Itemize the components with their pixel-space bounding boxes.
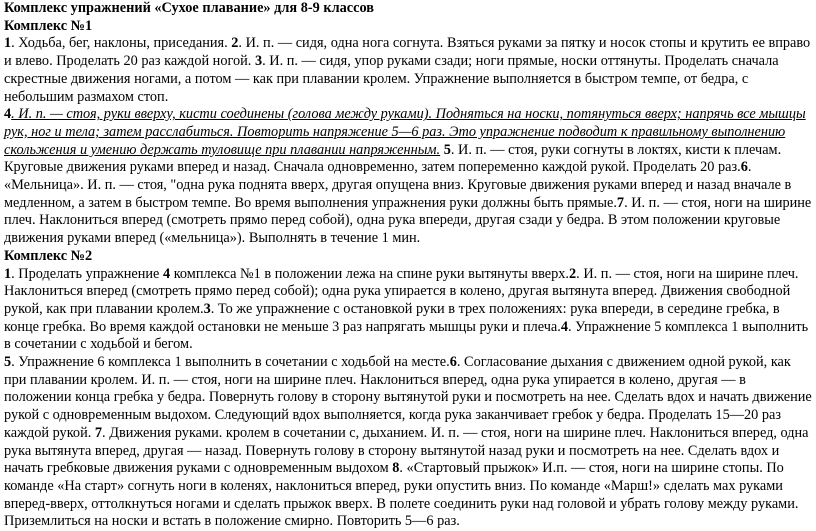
exercise-text: . И. п. — сидя, упор руками сзади; ноги прямые, носки оттянуты. Проделать сначала скрестные движения ногами, а потом — как при плавании кролем. Упражнение выполняется в быстром темпе, от бедра, с небольшим размахом стоп. xyxy=(4,53,779,105)
exercise-number: 6 xyxy=(740,159,748,176)
complex-1-heading: Комплекс №1 xyxy=(4,17,93,34)
complex-2-paragraph-2 xyxy=(4,354,814,531)
exercise-number: 2 xyxy=(569,265,577,282)
exercise-number: 2 xyxy=(231,35,239,52)
exercise-number: 8 xyxy=(392,460,400,477)
exercise-number: 1 xyxy=(4,35,12,52)
exercise-text: . Согласование дыхания с движением одной рукой, как при плавании кролем. И. п. — стоя, ноги на ширине плеч. Наклониться вперед, одна рука упирается в колено, другая — в положении конца гребка у бедра. Повернуть голову в сторону вытянутой руки и посмотреть на нее. Сделать вдох и начать движение рукой с одновременным выдохом. Следующий вдох выполняется, когда рука заканчивает гребок у бедра. Проделать 15—20 раз каждой рукой. xyxy=(4,354,812,441)
exercise-number: 3 xyxy=(254,53,263,70)
exercise-number: 6 xyxy=(449,354,457,371)
complex-1-paragraph xyxy=(4,35,814,106)
exercise-text: . Движения руками. кролем в сочетании с, дыханием. И. п. — стоя, ноги на ширине плеч. Наклониться вперед, одна рука вытянута вперед, другая — назад. Повернуть голову в сторону вытянутой назад руки и посмотреть на нее. Сделать вдох и начать гребковые движения руками с одновременным выдохом xyxy=(4,424,809,477)
exercise-text: . Упражнение 5 комплекса 1 выполнить в сочетании с ходьбой и бегом. xyxy=(4,318,809,353)
exercise-text: . То же упражнение с остановкой руки в трех положениях: рука впереди, в середине гребка, в конце гребка. Во время каждой остановки не меньше 3 раз напрягать мышцы руки и плеча. xyxy=(4,300,780,335)
document-title: Комплекс упражнений «Сухое плавание» для 8-9 классов xyxy=(4,0,374,16)
exercise-number: 5 xyxy=(4,354,12,371)
exercise-number: 4 xyxy=(4,106,12,123)
exercise-text: . «Мельница». И. п. — стоя, "одна рука поднята вверх, другая опущена вниз. Круговые движения руками вперед и назад вначале в медленном, а затем в быстром темпе. Во время выполнения упражнения руки должны быть прямые. xyxy=(4,159,792,211)
exercise-text: . Ходьба, бег, наклоны, приседания. xyxy=(11,35,232,52)
exercise-reference: 4 xyxy=(162,265,171,282)
exercise-text: . Проделать упражнение xyxy=(11,265,163,282)
exercise-number: 4 xyxy=(560,318,568,335)
exercise-text: . Упражнение 6 комплекса 1 выполнить в сочетании с ходьбой на месте. xyxy=(11,354,450,371)
exercise-number: 3 xyxy=(203,300,211,317)
exercise-text: комплекса №1 в положении лежа на спине руки вытянуты вверх. xyxy=(170,265,570,282)
exercise-number: 5 xyxy=(443,141,451,158)
exercise-number: 1 xyxy=(4,265,12,282)
complex-1-paragraph-2 xyxy=(4,106,814,248)
complex-2-paragraph xyxy=(4,266,814,355)
exercise-text: . И. п. — стоя, ноги на ширине плеч. Наклониться вперед (смотреть прямо перед собой); одна рука упирается в колено, другая вытянута вперед. Движения свободной рукой, как при плавании кролем. xyxy=(4,265,799,317)
exercise-number: 7 xyxy=(94,424,103,441)
complex-2-heading: Комплекс №2 xyxy=(4,247,93,264)
exercise-text: . И. п. — стоя, руки согнуты в локтях, кисти к плечам. Круговые движения руками вперед и назад. Сначала одновременно, затем попеременно каждой рукой. Проделать 20 раз. xyxy=(4,141,782,176)
exercise-text: . И. п. — стоя, ноги на ширине плеч. Наклониться вперед (смотреть прямо перед собой), одна рука впереди, другая сзади у бедра. В этом положении круговые движения руками вперед («мельница»). Выполнять в течение 1 мин. xyxy=(4,194,812,247)
exercise-text: . «Стартовый прыжок» И.п. — стоя, ноги на ширине стопы. По команде «На старт» согнуть ноги в коленях, наклониться вперед, руки опустить вниз. По команде «Марш!» сделать мах руками вперед-вверх, оттолкнуться ногами и сделать прыжок вверх. В полете соединить руки над головой и убрать голову между руками. Приземлиться на носки и встать в положение смирно. Повторить 5—6 раз. xyxy=(4,460,799,530)
exercise-text: . И. п. — сидя, одна нога согнута. Взяться руками за пятку и носок стопы и крутить ее вправо и влево. Проделать 20 раз каждой ногой. xyxy=(4,35,811,70)
exercise-number: 7 xyxy=(616,194,625,211)
exercise-text-underlined: . И. п. — стоя, руки вверху, кисти соединены (голова между руками). Подняться на носки, потянуться вверх; напрячь все мышцы рук, ног и тела; затем расслабиться. Повторить напряжение 5—6 раз. Это упражнение подводит к правильному выполнению скольжения и умению держать туловище при плавании напряженным. xyxy=(4,106,806,158)
document-body xyxy=(4,0,814,531)
